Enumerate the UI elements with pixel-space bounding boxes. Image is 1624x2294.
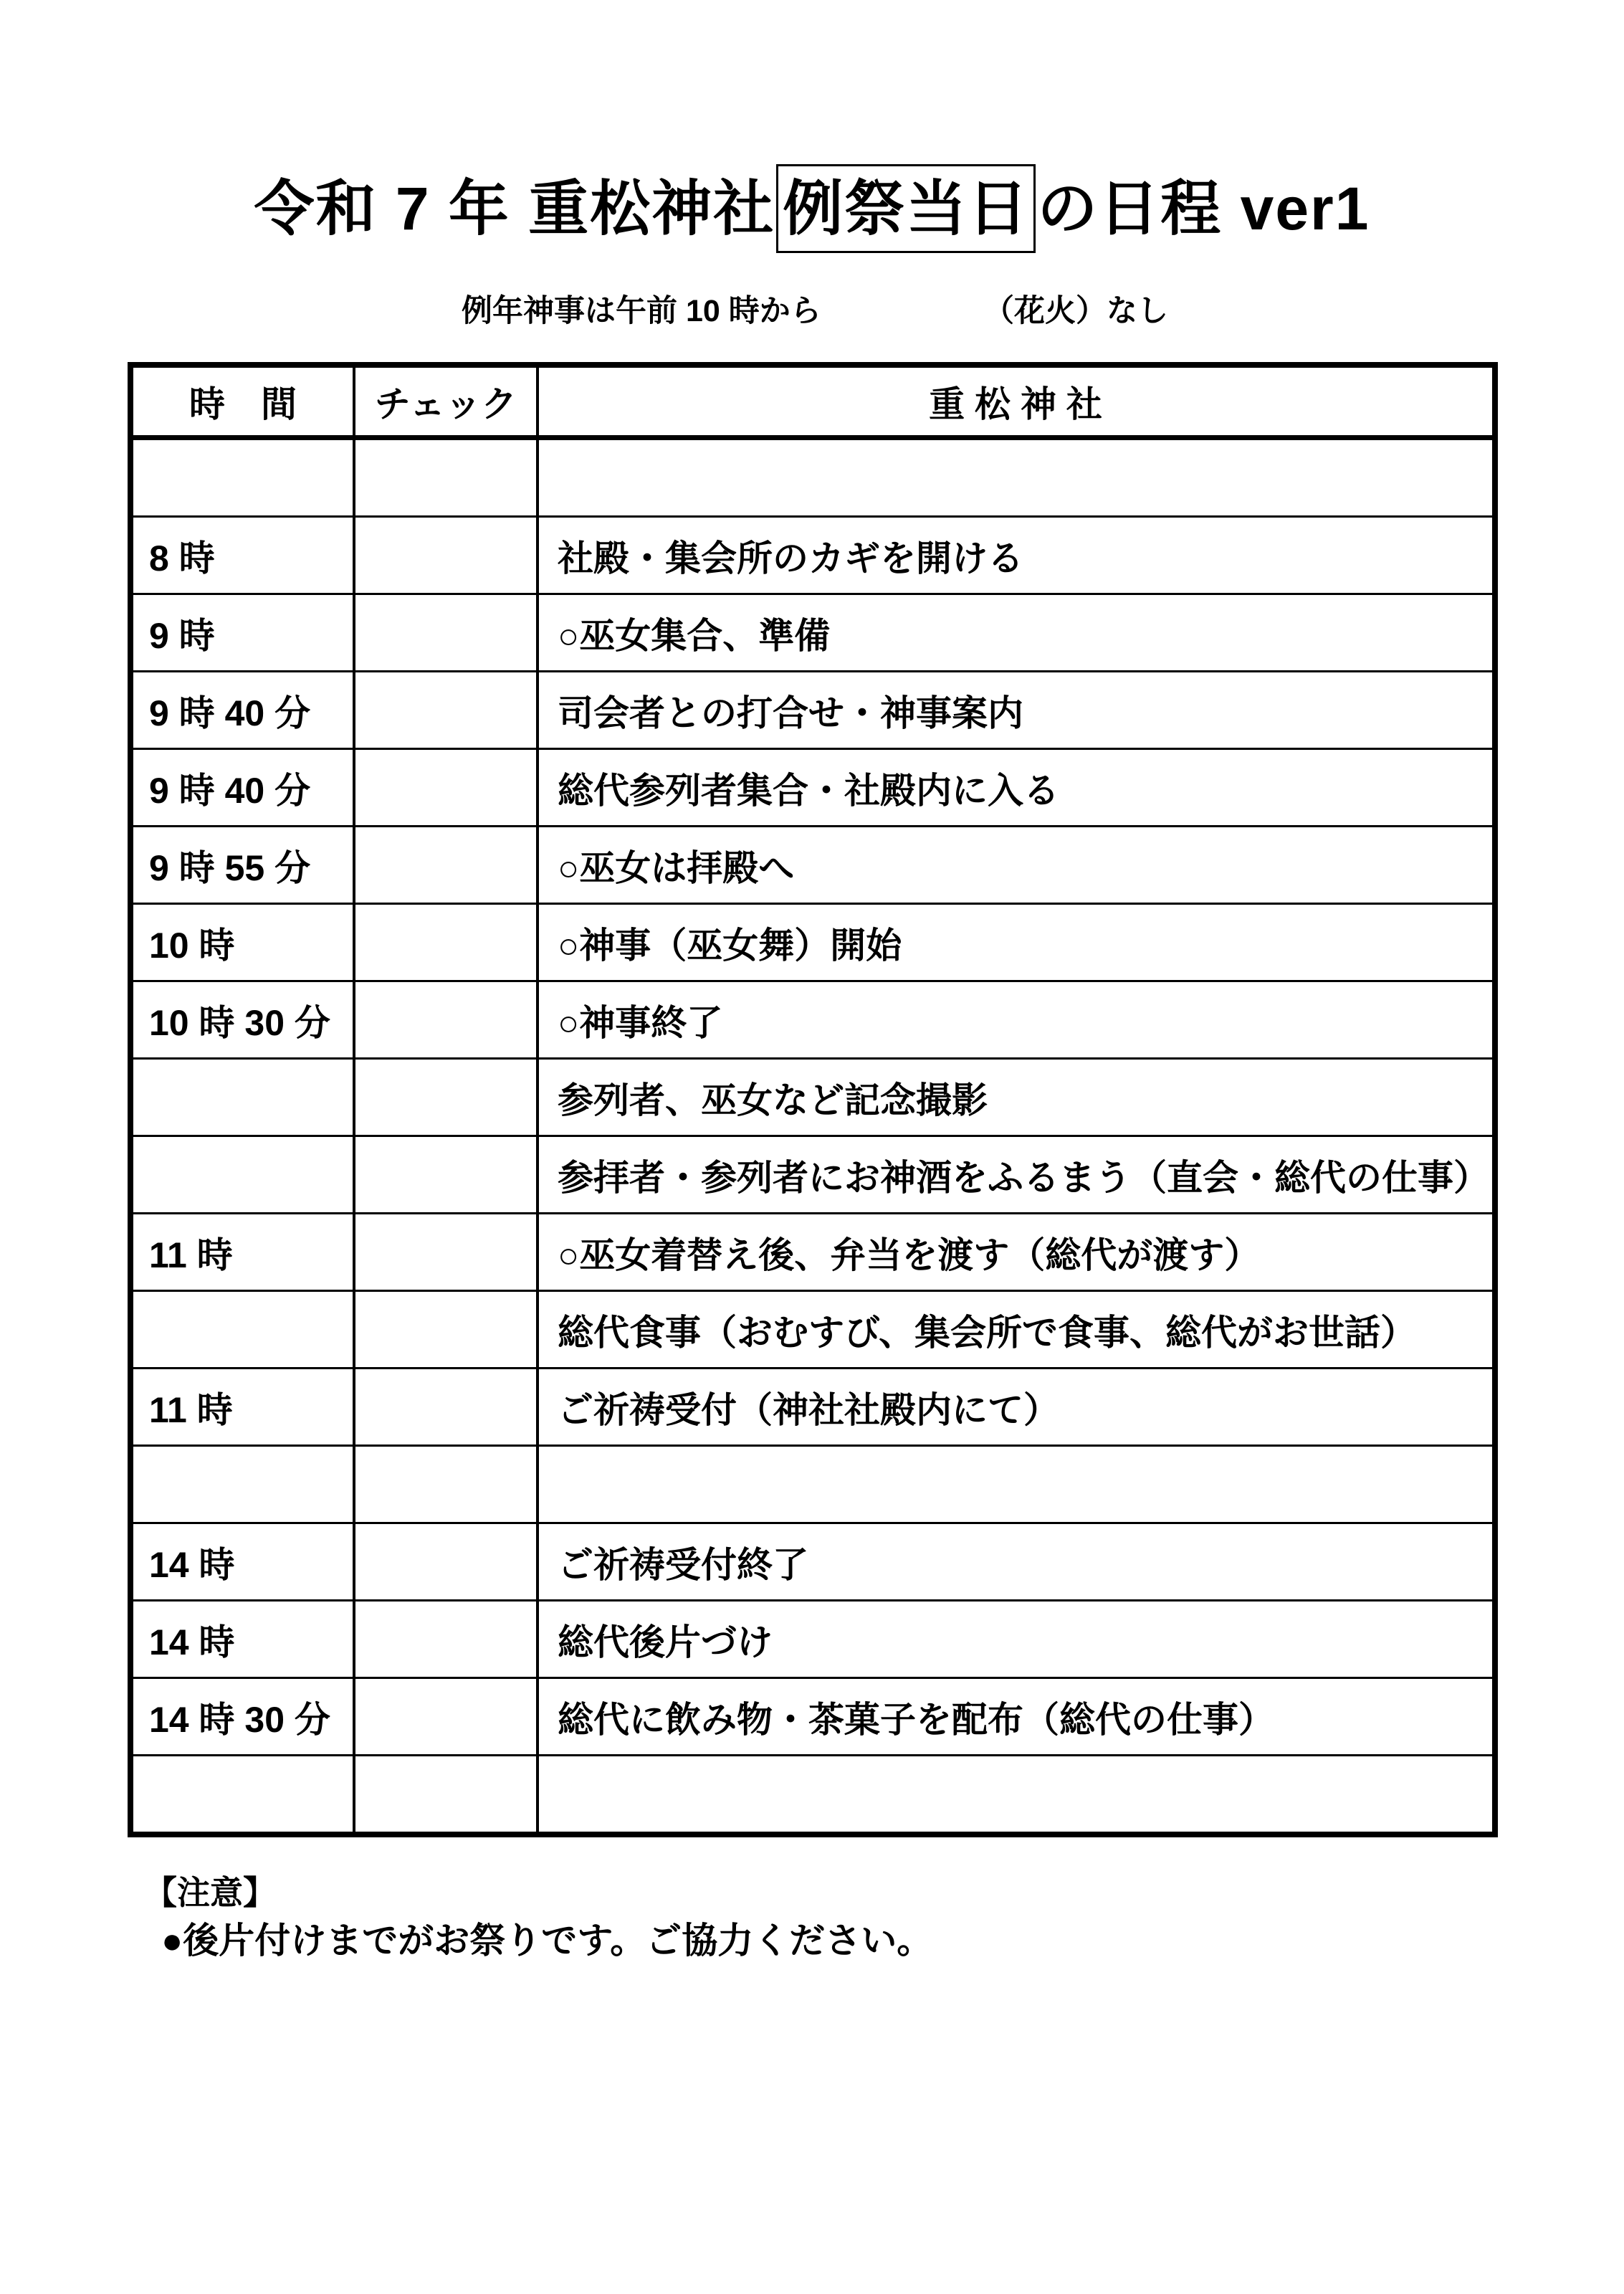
time-cell: 9 時 40 分	[130, 672, 354, 749]
title-prefix: 令和 7 年 重松神社	[254, 175, 775, 242]
event-cell: 総代後片づけ	[538, 1601, 1495, 1678]
time-cell	[130, 1291, 354, 1369]
event-cell: ○巫女は拝殿へ	[538, 827, 1495, 904]
event-cell	[538, 438, 1495, 517]
time-cell: 10 時	[130, 904, 354, 981]
event-cell: 参列者、巫女など記念撮影	[538, 1059, 1495, 1136]
check-cell	[354, 981, 538, 1059]
table-row	[130, 1601, 1495, 1678]
time-cell: 9 時 40 分	[130, 749, 354, 827]
column-header-shrine: 重 松 神 社	[538, 365, 1495, 438]
time-cell: 11 時	[130, 1214, 354, 1291]
check-cell	[354, 1291, 538, 1369]
event-cell	[538, 1446, 1495, 1523]
table-row	[130, 672, 1495, 749]
table-row	[130, 1369, 1495, 1446]
table-row	[130, 1523, 1495, 1601]
time-cell	[130, 1446, 354, 1523]
check-cell	[354, 904, 538, 981]
table-row	[130, 438, 1495, 517]
check-cell	[354, 1369, 538, 1446]
check-cell	[354, 672, 538, 749]
check-cell	[354, 1678, 538, 1756]
time-cell	[130, 438, 354, 517]
table-header-row	[130, 365, 1495, 438]
table-row	[130, 517, 1495, 594]
check-cell	[354, 1214, 538, 1291]
event-cell: ご祈祷受付（神社社殿内にて）	[538, 1369, 1495, 1446]
time-cell: 14 時 30 分	[130, 1678, 354, 1756]
check-cell	[354, 517, 538, 594]
table-row	[130, 1291, 1495, 1369]
column-header-time: 時 間	[130, 365, 354, 438]
check-cell	[354, 1136, 538, 1214]
event-cell	[538, 1756, 1495, 1835]
time-cell	[130, 1756, 354, 1835]
table-row	[130, 594, 1495, 672]
event-cell: ご祈祷受付終了	[538, 1523, 1495, 1601]
note-item: ●後片付けまでがお祭りです。ご協力ください。	[161, 1920, 933, 1961]
event-cell: 参拝者・参列者にお神酒をふるまう（直会・総代の仕事）	[538, 1136, 1495, 1214]
table-row	[130, 1446, 1495, 1523]
title-suffix: の日程 ver1	[1037, 175, 1370, 242]
check-cell	[354, 438, 538, 517]
time-cell: 11 時	[130, 1369, 354, 1446]
time-cell: 8 時	[130, 517, 354, 594]
check-cell	[354, 749, 538, 827]
time-cell: 9 時 55 分	[130, 827, 354, 904]
time-cell	[130, 1136, 354, 1214]
table-row	[130, 1678, 1495, 1756]
time-cell: 14 時	[130, 1601, 354, 1678]
check-cell	[354, 827, 538, 904]
table-row	[130, 749, 1495, 827]
event-cell: 総代参列者集合・社殿内に入る	[538, 749, 1495, 827]
time-cell	[130, 1059, 354, 1136]
table-row	[130, 1136, 1495, 1214]
event-cell: ○神事終了	[538, 981, 1495, 1059]
notes-heading: 【注意】	[144, 1874, 276, 1911]
event-cell: 社殿・集会所のカギを開ける	[538, 517, 1495, 594]
schedule-table	[128, 362, 1498, 1837]
check-cell	[354, 1523, 538, 1601]
event-cell: ○神事（巫女舞）開始	[538, 904, 1495, 981]
check-cell	[354, 594, 538, 672]
check-cell	[354, 1756, 538, 1835]
table-row	[130, 1059, 1495, 1136]
table-row	[130, 981, 1495, 1059]
table-row	[130, 827, 1495, 904]
time-cell: 9 時	[130, 594, 354, 672]
table-row	[130, 1214, 1495, 1291]
event-cell: ○巫女集合、準備	[538, 594, 1495, 672]
event-cell: ○巫女着替え後、弁当を渡す（総代が渡す）	[538, 1214, 1495, 1291]
subtitle-ceremony-time: 例年神事は午前 10 時から	[462, 294, 821, 328]
table-row	[130, 1756, 1495, 1835]
check-cell	[354, 1059, 538, 1136]
check-cell	[354, 1446, 538, 1523]
event-cell: 総代食事（おむすび、集会所で食事、総代がお世話）	[538, 1291, 1495, 1369]
check-cell	[354, 1601, 538, 1678]
event-cell: 総代に飲み物・茶菓子を配布（総代の仕事）	[538, 1678, 1495, 1756]
table-row	[130, 904, 1495, 981]
subtitle-fireworks-note: （花火）なし	[983, 294, 1168, 328]
page-title	[0, 164, 1624, 253]
column-header-check: チェック	[354, 365, 538, 438]
title-boxed-text: 例祭当日	[776, 164, 1036, 253]
notes-section	[144, 1874, 932, 1961]
time-cell: 14 時	[130, 1523, 354, 1601]
time-cell: 10 時 30 分	[130, 981, 354, 1059]
event-cell: 司会者との打合せ・神事案内	[538, 672, 1495, 749]
